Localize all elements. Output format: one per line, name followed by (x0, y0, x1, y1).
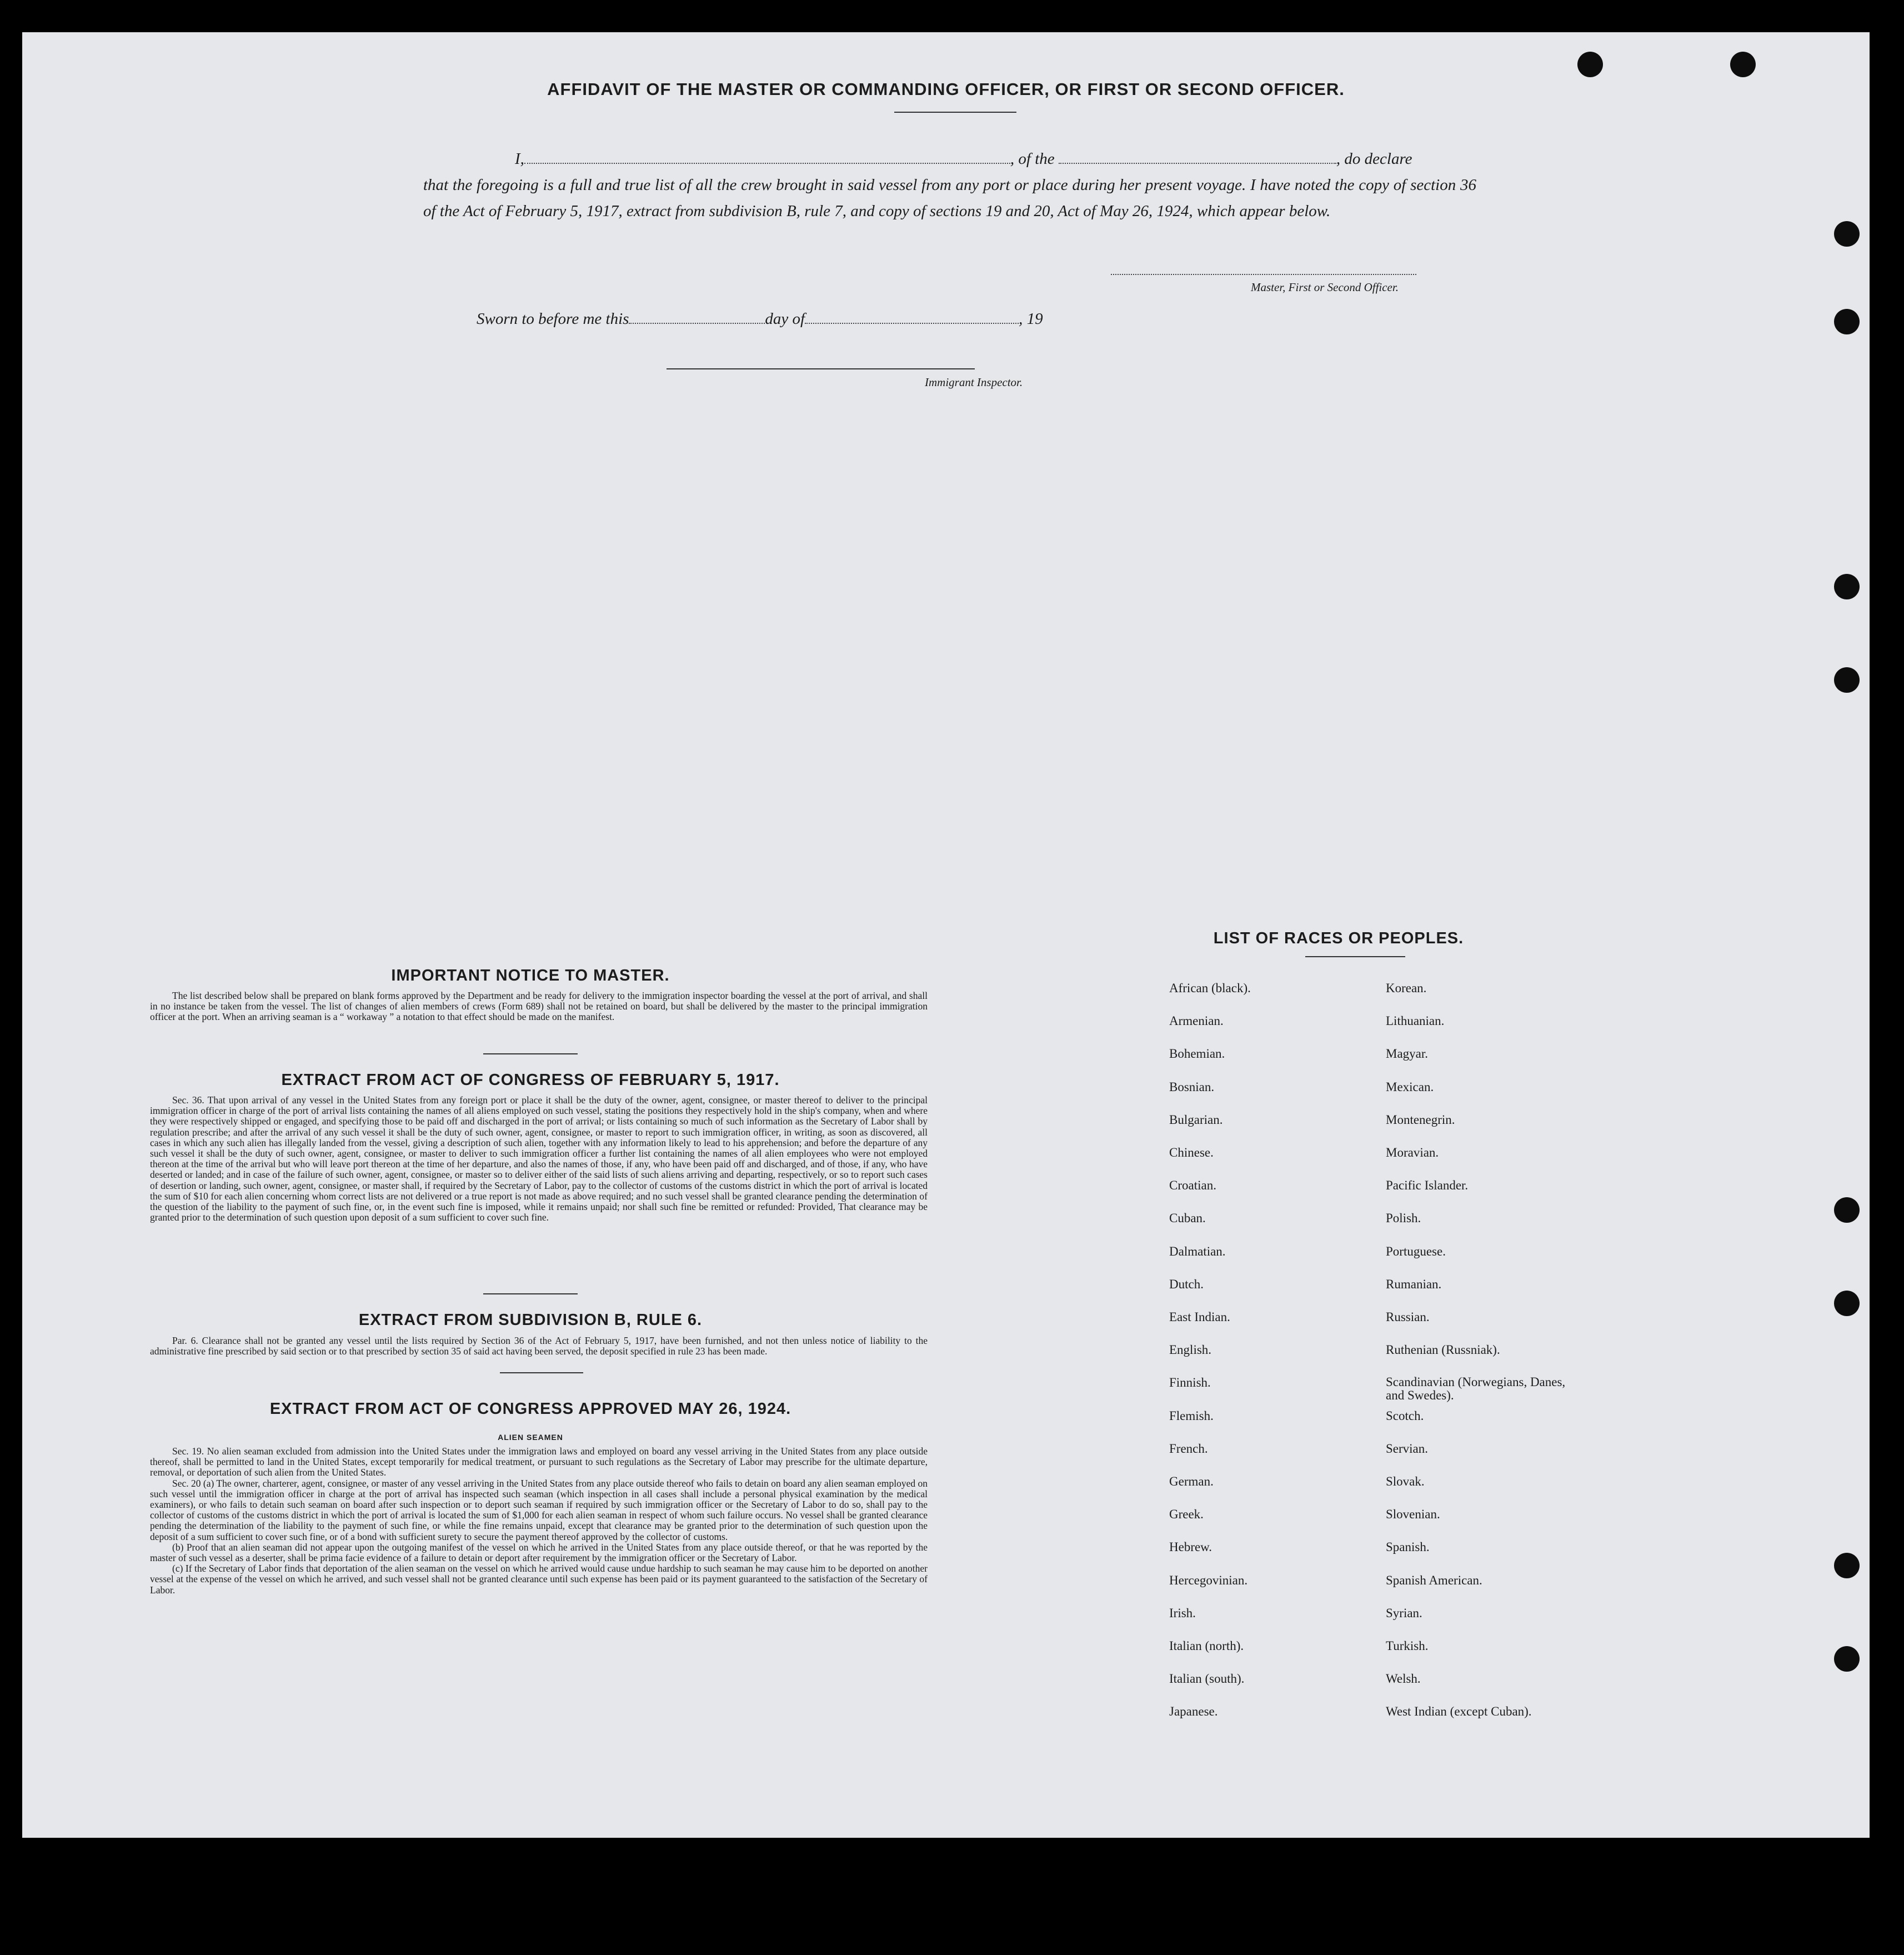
race-item: Syrian. (1386, 1606, 1422, 1620)
sworn-day-label: day of (765, 310, 805, 328)
race-item: Servian. (1386, 1441, 1429, 1456)
notice-paragraph: The list described below shall be prepared on blank forms approved by the Department and be ready for delivery to the immigration inspector boarding the vessel at the port of arrival, and shall in no instance be taken from the vessel. The list of changes of alien members of crews (Form 689) shall not be retained on board, but shall be delivered by the master to the principal immigration officer at the port. When an arriving seaman is a “ workaway ” a notation to that effect should be made on the manifest. (150, 990, 928, 1023)
race-item: Portuguese. (1386, 1244, 1446, 1258)
extract-rule6-title: EXTRACT FROM SUBDIVISION B, RULE 6. (358, 1311, 703, 1329)
race-item: Dalmatian. (1169, 1244, 1226, 1258)
punch-hole (1834, 667, 1860, 693)
punch-hole (1834, 221, 1860, 247)
punch-hole (1834, 574, 1860, 599)
punch-hole (1834, 309, 1860, 334)
affidavit-body: that the foregoing is a full and true list of all the crew brought in said vessel from any port or place during her present voyage. I have noted the copy of section 36 of the Act of February 5, 1917, extract from subdivision B, rule 7, and copy of sections 19 and 20, Act of May 26, 1924, which appear below. (423, 176, 1476, 220)
race-item: Armenian. (1169, 1014, 1224, 1028)
race-item: Montenegrin. (1386, 1112, 1455, 1127)
race-item: Bulgarian. (1169, 1112, 1223, 1127)
race-item: Moravian. (1386, 1146, 1439, 1159)
race-item: East Indian. (1169, 1310, 1230, 1324)
punch-hole (1834, 1291, 1860, 1316)
races-underline (1305, 956, 1405, 957)
extract-1924-title: EXTRACT FROM ACT OF CONGRESS APPROVED MAY 26, 1924. (269, 1400, 791, 1418)
race-item: German. (1169, 1474, 1214, 1488)
extract-1917-title: EXTRACT FROM ACT OF CONGRESS OF FEBRUARY 5, 1917. (281, 1071, 780, 1089)
race-item: Cuban. (1169, 1211, 1206, 1226)
race-item: Russian. (1386, 1310, 1430, 1324)
extract-1917-body (150, 1095, 928, 1223)
race-item: Korean. (1386, 981, 1427, 995)
race-item: Polish. (1386, 1211, 1421, 1226)
inspector-signature-line (667, 368, 975, 369)
sec-20c-paragraph: (c) If the Secretary of Labor finds that deportation of the alien seaman on the vessel on which he arrived would cause undue hardship to such seaman he may cause him to be deported on another vessel at the expense of the vessel on which he arrived, and such vessel shall not be granted clearance until such expense has been paid or its payment guaranteed to the satisfaction of the Secretary of Labor. (150, 1563, 928, 1596)
sworn-year: , 19 (1019, 310, 1043, 328)
race-item: Hebrew. (1169, 1540, 1212, 1554)
race-item: Chinese. (1169, 1146, 1214, 1159)
sec-36-paragraph: Sec. 36. That upon arrival of any vessel in the United States from any foreign port or place it shall be the duty of the owner, agent, consignee, or master thereof to deliver to the principal immigration officer in charge of the port of arrival lists containing the names of all aliens employed on such vessel, stating the positions they respectively hold in the ship's company, when and where they were respectively shipped or engaged, and specifying those to be paid off and discharged in the port of arrival; or lists containing so much of such information as the Secretary of Labor shall by regulation prescribe; and after the arrival of any such vessel it shall be the duty of such owner, agent, consignee, or master to report to such immigration officer, in writing, as soon as discovered, all cases in which any such alien has illegally landed from the vessel, giving a description of such alien, together with any information likely to lead to his apprehension; and before the departure of any such vessel it shall be the duty of such owner, agent, consignee, or master to deliver to such immigration officer a further list containing the names of all alien employees who were not employed thereon at the time of the arrival but who will leave port thereon at the time of her departure, and also the names of those, if any, who have been paid off and discharged, and of those, if any, who have deserted or landed; and in case of the failure of such owner, agent, consignee, or master so to deliver either of the said lists of such aliens arriving and departing, respectively, or so to report such cases of desertion or landing, such owner, agent, consignee, or master shall, if required by the Secretary of Labor, pay to the collector of customs of the customs district in which the port of arrival is located the sum of $10 for each alien concerning whom correct lists are not delivered or a true report is not made as above required; and no such vessel shall be granted clearance pending the determination of the question of the liability to the payment of such fine, or, in the event such fine is imposed, while it remains unpaid; nor shall such fine be remitted or refunded: Provided, That clearance may be granted prior to the determination of such question upon deposit of a sum sufficient to cover such fine. (150, 1094, 928, 1223)
sec-20a-paragraph: Sec. 20 (a) The owner, charterer, agent, consignee, or master of any vessel arriving in the United States from any place outside thereof who fails to detain on board any alien seaman employed on such vessel until the immigration officer in charge at the port of arrival has inspected such seaman (which inspection in all cases shall include a personal physical examination by the medical examiners), or who fails to detain such seaman on board after such inspection or to deport such seaman if required by such immigration officer or the Secretary of Labor to do so, shall pay to the collector of customs of the customs district in which the port of arrival is located the sum of $1,000 for each alien seaman in respect of whom such failure occurs. No vessel shall be granted clearance pending the determination of the liability to the payment of such fine, or while the fine remains unpaid, except that clearance may be granted prior to the determination of such question upon the deposit of a sum sufficient to cover such fine, or of a bond with sufficient surety to secure the payment thereof approved by the collector of customs. (150, 1477, 928, 1542)
race-item: Rumanian. (1386, 1277, 1442, 1291)
sworn-prefix: Sworn to before me this (477, 310, 629, 328)
section-divider (483, 1053, 578, 1054)
section-divider (483, 1293, 578, 1294)
race-item: Mexican. (1386, 1079, 1434, 1094)
notice-body (150, 991, 928, 1023)
sec-19-paragraph: Sec. 19. No alien seaman excluded from admission into the United States under the immigration laws and employed on board any vessel arriving in the United States from any place outside thereof, shall be permitted to land in the United States, except temporarily for medical treatment, or pursuant to such regulations as the Secretary of Labor may prescribe for the ultimate departure, removal, or deportation of such alien from the United States. (150, 1446, 928, 1478)
race-item: Pacific Islander. (1386, 1178, 1469, 1193)
sworn-day-blank[interactable] (629, 323, 765, 324)
race-item: Italian (south). (1169, 1672, 1245, 1686)
race-item: Dutch. (1169, 1277, 1204, 1291)
punch-hole (1834, 1197, 1860, 1223)
race-item: Slovenian. (1386, 1507, 1440, 1522)
race-item: Greek. (1169, 1507, 1204, 1522)
alien-seamen-subtitle: ALIEN SEAMEN (498, 1433, 563, 1442)
race-item: Finnish. (1169, 1376, 1211, 1390)
extract-rule6-body (150, 1336, 928, 1357)
race-item: Flemish. (1169, 1408, 1214, 1423)
race-item: Slovak. (1386, 1474, 1425, 1488)
document-page (22, 32, 1870, 1838)
affidavit-text (423, 146, 1476, 224)
race-item: Irish. (1169, 1606, 1196, 1620)
race-item: Hercegovinian. (1169, 1573, 1248, 1587)
race-item: West Indian (except Cuban). (1386, 1704, 1532, 1719)
race-item: Scandinavian (Norwegians, Danes, and Swedes). (1386, 1375, 1566, 1403)
master-signature-line (1111, 274, 1416, 275)
vessel-blank[interactable] (1059, 163, 1336, 164)
race-item: Italian (north). (1169, 1639, 1244, 1653)
race-item: Croatian. (1169, 1178, 1216, 1193)
race-item: French. (1169, 1441, 1208, 1456)
affidavit-start: I, (515, 150, 524, 168)
race-item: English. (1169, 1343, 1212, 1357)
sworn-line (477, 310, 1043, 328)
punch-hole (1730, 52, 1756, 77)
title-underline (894, 112, 1016, 113)
sworn-month-blank[interactable] (805, 323, 1019, 324)
extract-1924-body (150, 1446, 928, 1596)
race-item: Spanish. (1386, 1540, 1430, 1554)
name-blank[interactable] (524, 163, 1010, 164)
race-item: Bohemian. (1169, 1047, 1225, 1061)
master-caption: Master, First or Second Officer. (1251, 281, 1399, 294)
affidavit-of-the: , of the (1010, 150, 1055, 168)
race-item: Lithuanian. (1386, 1014, 1445, 1028)
race-item: Scotch. (1386, 1408, 1424, 1423)
affidavit-declare: , do declare (1336, 150, 1412, 168)
affidavit-title: AFFIDAVIT OF THE MASTER OR COMMANDING OFFICER, OR FIRST OR SECOND OFFICER. (547, 79, 1345, 99)
punch-hole (1834, 1646, 1860, 1672)
races-title: LIST OF RACES OR PEOPLES. (1213, 929, 1464, 947)
race-item: Welsh. (1386, 1672, 1421, 1686)
inspector-caption: Immigrant Inspector. (925, 376, 1023, 389)
race-item: Magyar. (1386, 1047, 1429, 1061)
par-6-paragraph: Par. 6. Clearance shall not be granted any vessel until the lists required by Section 36 of the Act of February 5, 1917, have been furnished, and not then unless notice of liability to the administrative fine prescribed by said section or to that prescribed by section 35 of said act having been served, the deposit specified in rule 23 has been made. (150, 1335, 928, 1357)
race-item: Ruthenian (Russniak). (1386, 1343, 1500, 1357)
race-item: Japanese. (1169, 1704, 1218, 1719)
notice-title: IMPORTANT NOTICE TO MASTER. (391, 967, 670, 984)
punch-hole (1577, 52, 1603, 77)
race-item: Bosnian. (1169, 1079, 1215, 1094)
section-divider (500, 1372, 583, 1373)
race-item: African (black). (1169, 981, 1251, 995)
race-item: Turkish. (1386, 1639, 1429, 1653)
sec-20b-paragraph: (b) Proof that an alien seaman did not appear upon the outgoing manifest of the vessel on which he arrived in the United States from any place outside thereof, or that he was reported by the master of such vessel as a deserter, shall be prima facie evidence of a failure to detain or deport after requirement by the immigration officer or the Secretary of Labor. (150, 1541, 928, 1564)
race-item: Spanish American. (1386, 1573, 1482, 1587)
punch-hole (1834, 1553, 1860, 1578)
